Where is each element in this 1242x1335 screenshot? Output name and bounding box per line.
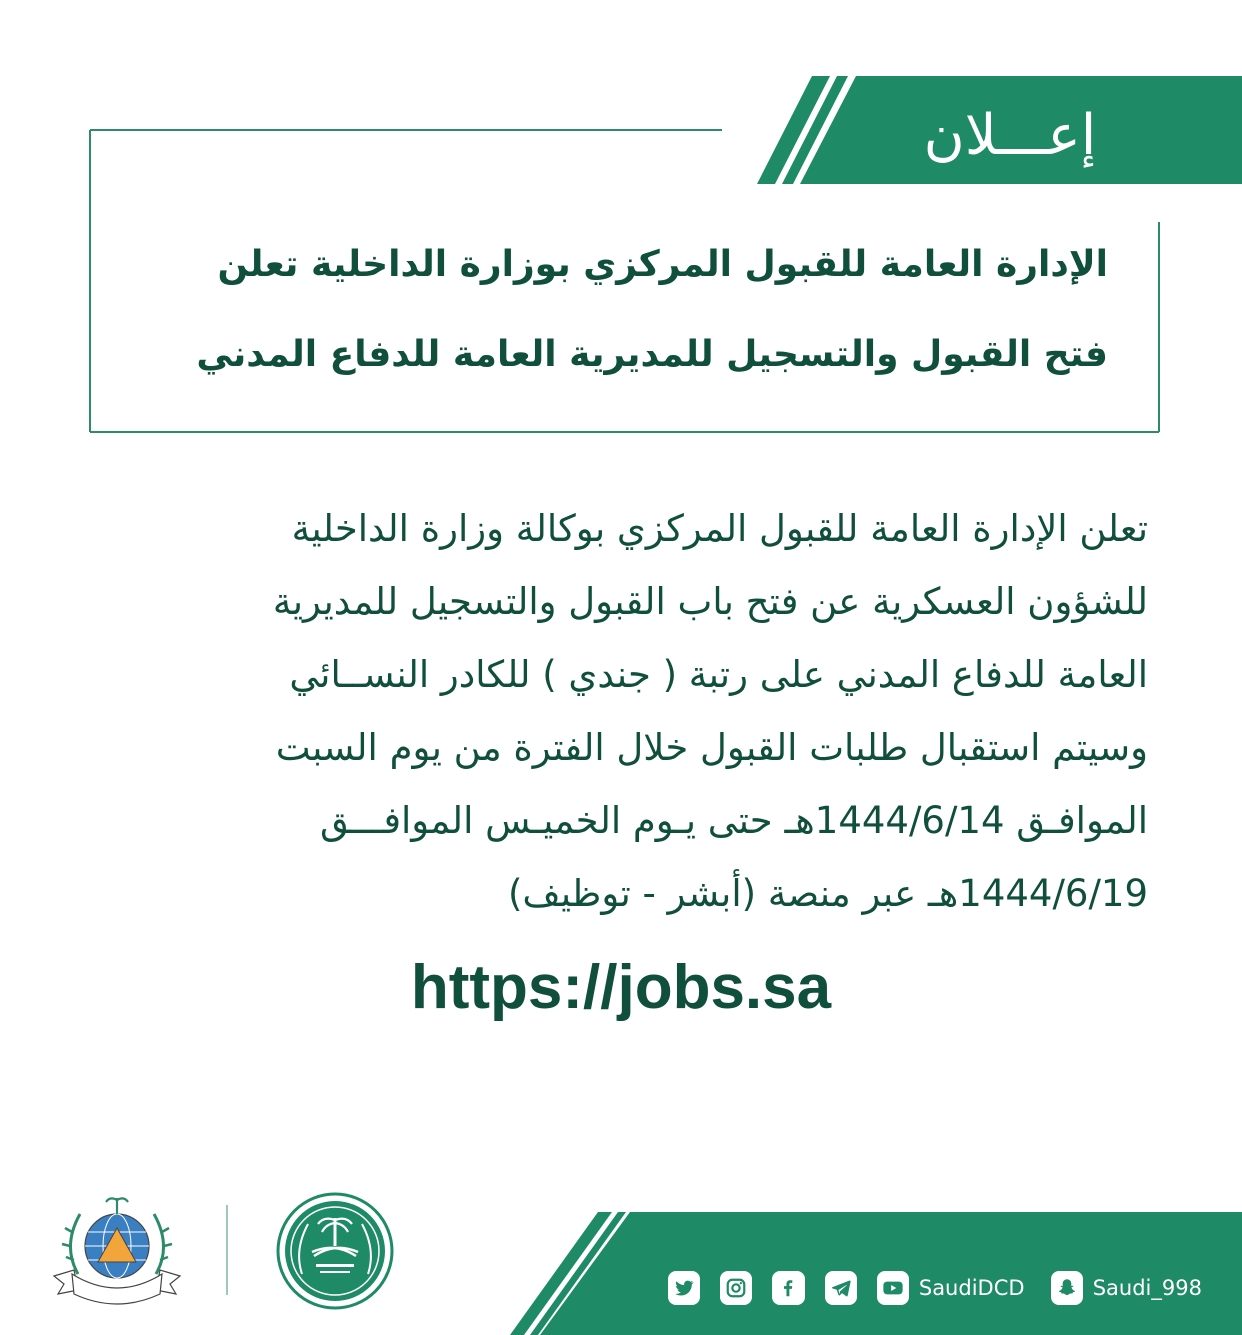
headline-line-2: فتح القبول والتسجيل للمديرية العامة للدفاع المدني — [196, 334, 1108, 375]
social-media-bar — [668, 1260, 1228, 1316]
youtube-icon[interactable] — [877, 1271, 909, 1305]
civil-defense-logo — [48, 1190, 186, 1312]
body-line: للشؤون العسكرية عن فتح باب القبول والتسجيل للمديرية — [272, 580, 1148, 623]
logo-divider — [226, 1205, 228, 1295]
body-line: الموافـق 1444/6/14هـ حتى يـوم الخميـس الموافـــق — [319, 799, 1148, 842]
announcement-body — [78, 492, 1148, 930]
twitter-icon[interactable] — [668, 1271, 700, 1305]
social-handle-main[interactable]: SaudiDCD — [918, 1276, 1025, 1300]
ministry-of-interior-logo — [274, 1190, 396, 1312]
announcement-title: إعـــلان — [923, 103, 1097, 168]
body-line: 1444/6/19هـ عبر منصة (أبشر - توظيف) — [508, 872, 1148, 915]
facebook-icon[interactable] — [772, 1271, 804, 1305]
snapchat-handle[interactable]: Saudi_998 — [1092, 1276, 1202, 1300]
body-line: وسيتم استقبال طلبات القبول خلال الفترة من يوم السبت — [275, 726, 1148, 769]
instagram-icon[interactable] — [720, 1271, 752, 1305]
headline-frame — [0, 0, 1242, 450]
body-line: العامة للدفاع المدني على رتبة ( جندي ) للكادر النســائي — [289, 653, 1148, 696]
headline-line-1: الإدارة العامة للقبول المركزي بوزارة الداخلية تعلن — [217, 244, 1108, 285]
telegram-icon[interactable] — [825, 1271, 857, 1305]
snapchat-icon[interactable] — [1051, 1271, 1083, 1305]
jobs-url-link[interactable]: https://jobs.sa — [410, 953, 832, 1022]
body-line: تعلن الإدارة العامة للقبول المركزي بوكالة وزارة الداخلية — [291, 507, 1148, 550]
